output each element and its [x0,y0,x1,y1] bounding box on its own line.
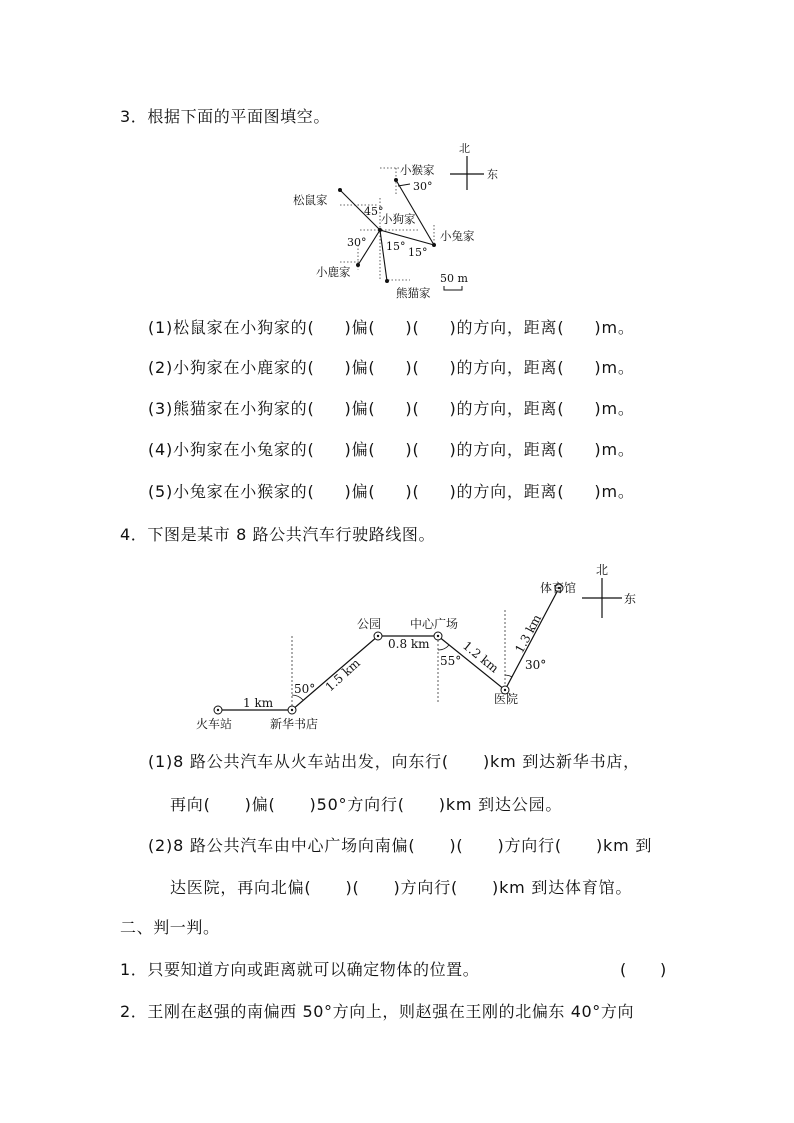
panda-home-label: 熊猫家 [396,286,431,300]
compass-rose-2 [582,578,622,618]
train-station-label: 火车站 [196,717,233,731]
angle-45: 45° [364,205,384,218]
distance-0-8km: 0.8 km [388,637,430,651]
q3-item-5: (5)小兔家在小猴家的( )偏( )( )的方向，距离( )m。 [148,482,635,501]
distance-1-2km: 1.2 km [460,638,502,676]
rabbit-home-label: 小兔家 [440,229,475,243]
distance-1-3km: 1.3 km [512,612,545,656]
squirrel-home-label: 松鼠家 [293,193,328,207]
q3-item-4: (4)小狗家在小兔家的( )偏( )( )的方向，距离( )m。 [148,440,635,459]
route-east-label: 东 [624,592,637,606]
distance-1km: 1 km [243,696,274,710]
section-2-title: 二、判一判。 [120,918,220,937]
scale-label: 50 m [440,272,468,285]
q3-item-1: (1)松鼠家在小狗家的( )偏( )( )的方向，距离( )m。 [148,318,635,337]
q4-item-2-line-2: 达医院，再向北偏( )( )方向行( )km 到达体育馆。 [170,878,633,897]
angle-30-route: 30° [525,658,547,672]
q4-item-2-line-1: (2)8 路公共汽车由中心广场向南偏( )( )方向行( )km 到 [148,836,653,855]
central-plaza-label: 中心广场 [410,617,459,631]
east-label: 东 [487,168,498,181]
route-north-label: 北 [596,563,609,577]
deer-home-label: 小鹿家 [316,265,351,279]
q4-item-1-line-2: 再向( )偏( )50°方向行( )km 到达公园。 [170,795,563,814]
angle-30-left: 30° [347,236,367,249]
north-label: 北 [459,142,470,155]
judge-item-2: 2．王刚在赵强的南偏西 50°方向上，则赵强在王刚的北偏东 40°方向 [120,1002,635,1021]
monkey-home-label: 小猴家 [400,163,435,177]
question-4-title: 4．下图是某市 8 路公共汽车行驶路线图。 [120,525,436,544]
park-label: 公园 [357,617,382,631]
angle-15-a: 15° [386,240,406,253]
dog-home-label: 小狗家 [381,212,416,226]
angle-50: 50° [294,682,316,696]
angle-55: 55° [440,654,462,668]
q3-item-2: (2)小狗家在小鹿家的( )偏( )( )的方向，距离( )m。 [148,358,635,377]
judge-item-1-answer[interactable]: ( ) [620,960,667,979]
q3-item-3: (3)熊猫家在小狗家的( )偏( )( )的方向，距离( )m。 [148,399,635,418]
hospital-label: 医院 [494,692,519,706]
gym-label: 体育馆 [540,581,577,595]
question-3-title: 3．根据下面的平面图填空。 [120,107,330,126]
distance-1-5km: 1.5 km [322,656,363,695]
judge-item-1: 1．只要知道方向或距离就可以确定物体的位置。 [120,960,480,979]
angle-15-b: 15° [408,246,428,259]
q4-item-1-line-1: (1)8 路公共汽车从火车站出发，向东行( )km 到达新华书店， [148,752,640,771]
bookstore-label: 新华书店 [270,717,319,731]
angle-30-top: 30° [413,180,433,193]
